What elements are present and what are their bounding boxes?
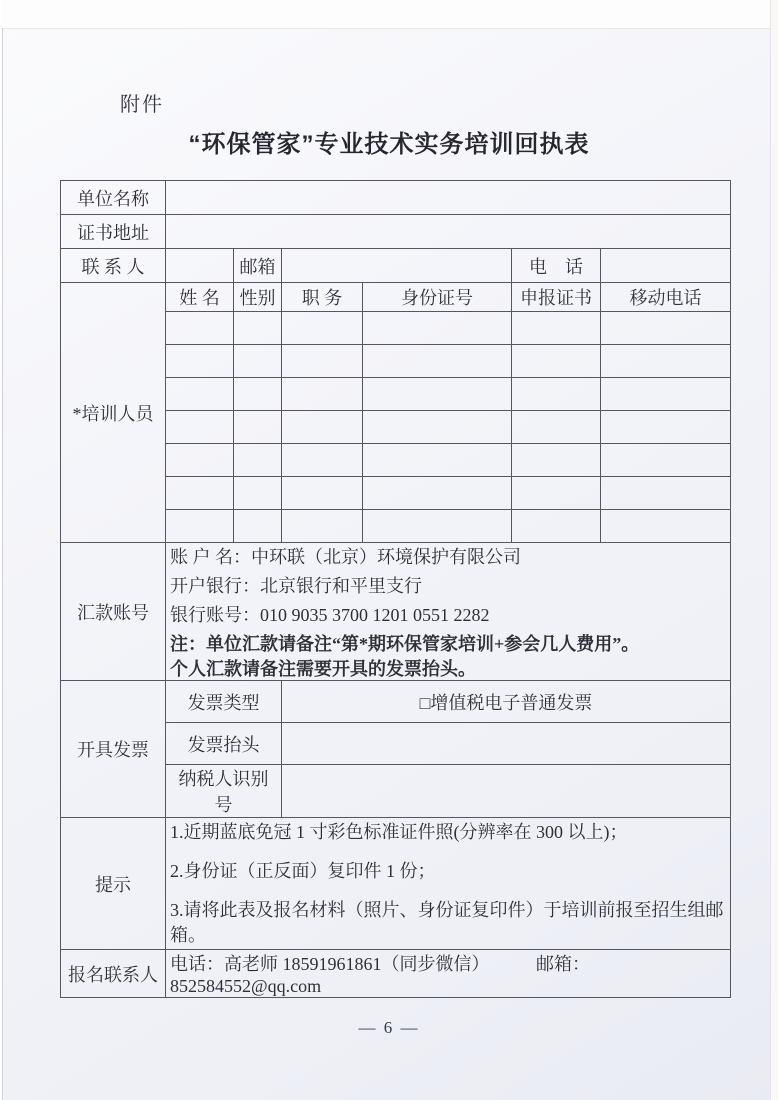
trainee-input-cell[interactable]	[234, 312, 282, 345]
trainee-input-cell[interactable]	[282, 477, 363, 510]
trainee-input-cell[interactable]	[234, 477, 282, 510]
invoice-title-label: 发票抬头	[166, 723, 282, 765]
trainee-input-cell[interactable]	[234, 444, 282, 477]
trainee-input-cell[interactable]	[166, 378, 234, 411]
trainee-input-cell[interactable]	[512, 345, 601, 378]
page-number: — 6 —	[358, 1018, 420, 1037]
remittance-account-number: 银行账号：010 9035 3700 1201 0551 2282	[170, 605, 490, 625]
column-header-mobile: 移动电话	[601, 283, 731, 312]
trainee-input-cell[interactable]	[601, 411, 731, 444]
trainee-input-cell[interactable]	[166, 444, 234, 477]
remittance-label: 汇款账号	[61, 543, 166, 681]
trainees-section-label: *培训人员	[61, 283, 166, 543]
tips-row	[61, 818, 731, 950]
trainee-input-cell[interactable]	[363, 477, 512, 510]
trainee-input-cell[interactable]	[282, 444, 363, 477]
invoice-section-label: 开具发票	[61, 681, 166, 818]
cert-address-label: 证书地址	[61, 215, 166, 249]
invoice-type-checkbox-option[interactable]: □增值税电子普通发票	[282, 681, 731, 723]
trainee-input-cell[interactable]	[166, 510, 234, 543]
trainee-input-cell[interactable]	[282, 411, 363, 444]
trainee-input-cell[interactable]	[512, 411, 601, 444]
trainee-input-cell[interactable]	[363, 444, 512, 477]
scan-edge-left-line	[2, 28, 3, 1100]
trainee-input-cell[interactable]	[363, 510, 512, 543]
registration-contact-cell	[166, 950, 731, 998]
trainee-header-row	[61, 283, 731, 312]
trainee-input-cell[interactable]	[512, 444, 601, 477]
trainee-input-cell[interactable]	[282, 378, 363, 411]
registration-contact-email: 邮箱：852584552@qq.com	[170, 954, 590, 996]
trainee-input-cell[interactable]	[512, 312, 601, 345]
unit-name-row	[61, 181, 731, 215]
contact-person-label: 联 系 人	[61, 249, 166, 283]
trainee-input-cell[interactable]	[166, 312, 234, 345]
registration-contact-row	[61, 950, 731, 998]
trainee-input-cell[interactable]	[601, 477, 731, 510]
trainee-input-cell[interactable]	[234, 345, 282, 378]
tips-content-cell	[166, 818, 731, 950]
tip-item-1: 1.近期蓝底免冠 1 寸彩色标准证件照(分辨率在 300 以上)；	[170, 821, 628, 842]
remittance-row	[61, 543, 731, 681]
tip-item-3: 3.请将此表及报名材料（照片、身份证复印件）于培训前报至招生组邮箱。	[170, 899, 724, 945]
trainee-input-cell[interactable]	[512, 477, 601, 510]
trainee-input-cell[interactable]	[363, 411, 512, 444]
trainee-input-cell[interactable]	[166, 345, 234, 378]
trainee-input-cell[interactable]	[601, 444, 731, 477]
trainee-input-cell[interactable]	[234, 411, 282, 444]
tips-label: 提示	[61, 818, 166, 950]
trainee-input-cell[interactable]	[512, 510, 601, 543]
unit-name-label: 单位名称	[61, 181, 166, 215]
trainee-input-cell[interactable]	[512, 378, 601, 411]
phone-label: 电 话	[512, 249, 601, 283]
trainee-input-cell[interactable]	[601, 378, 731, 411]
trainee-input-cell[interactable]	[363, 345, 512, 378]
trainee-input-cell[interactable]	[282, 510, 363, 543]
email-input-cell[interactable]	[282, 249, 512, 283]
registration-contact-label: 报名联系人	[61, 950, 166, 998]
column-header-position: 职 务	[282, 283, 363, 312]
tip-item-2: 2.身份证（正反面）复印件 1 份；	[170, 860, 436, 881]
receipt-form-table	[60, 180, 731, 998]
trainee-input-cell[interactable]	[166, 477, 234, 510]
remittance-details-cell	[166, 543, 731, 681]
cert-address-row	[61, 215, 731, 249]
scan-edge-top	[0, 0, 778, 29]
trainee-input-cell[interactable]	[601, 312, 731, 345]
registration-contact-phone: 电话：高老师 18591961861（同步微信）	[170, 954, 490, 974]
attachment-label: 附件	[120, 94, 164, 116]
scan-edge-right	[770, 0, 778, 1100]
trainee-input-cell[interactable]	[166, 411, 234, 444]
trainee-input-cell[interactable]	[234, 378, 282, 411]
remittance-note-line-2: 个人汇款请备注需要开具的发票抬头。	[170, 659, 476, 679]
remittance-account-name: 账 户 名：中环联（北京）环境保护有限公司	[170, 547, 521, 567]
tax-id-label: 纳税人识别号	[166, 765, 282, 818]
contact-person-input-cell[interactable]	[166, 249, 234, 283]
column-header-name: 姓 名	[166, 283, 234, 312]
trainee-input-cell[interactable]	[234, 510, 282, 543]
email-label: 邮箱	[234, 249, 282, 283]
trainee-input-cell[interactable]	[601, 345, 731, 378]
trainee-input-cell[interactable]	[363, 378, 512, 411]
tax-id-input-cell[interactable]	[282, 765, 731, 818]
trainee-input-cell[interactable]	[363, 312, 512, 345]
invoice-title-input-cell[interactable]	[282, 723, 731, 765]
invoice-type-row	[61, 681, 731, 723]
document-title: “环保管家”专业技术实务培训回执表	[188, 131, 590, 158]
unit-name-input-cell[interactable]	[166, 181, 731, 215]
column-header-gender: 性别	[234, 283, 282, 312]
phone-input-cell[interactable]	[601, 249, 731, 283]
column-header-id-number: 身份证号	[363, 283, 512, 312]
remittance-note-line-1: 注：单位汇款请备注“第*期环保管家培训+参会几人费用”。	[170, 634, 640, 654]
invoice-type-label: 发票类型	[166, 681, 282, 723]
contact-row	[61, 249, 731, 283]
remittance-bank: 开户银行：北京银行和平里支行	[170, 576, 422, 596]
trainee-input-cell[interactable]	[282, 312, 363, 345]
trainee-input-cell[interactable]	[282, 345, 363, 378]
column-header-certificate: 申报证书	[512, 283, 601, 312]
cert-address-input-cell[interactable]	[166, 215, 731, 249]
trainee-input-cell[interactable]	[601, 510, 731, 543]
